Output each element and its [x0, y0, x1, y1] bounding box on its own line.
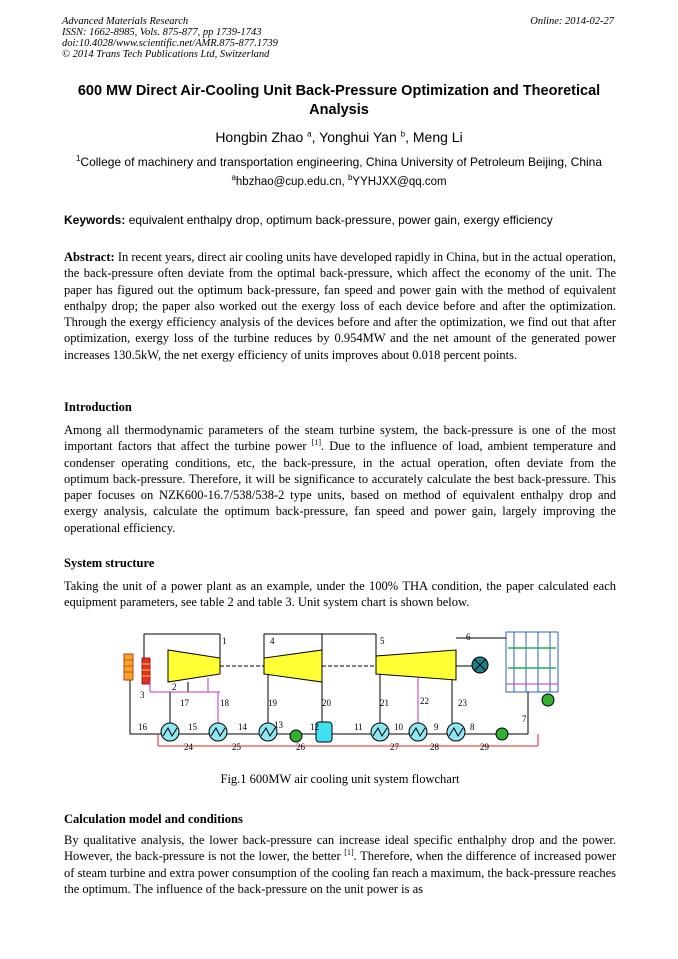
- figure-label-6: 6: [466, 632, 471, 642]
- calculation-body: [64, 832, 616, 897]
- figure-label-7: 7: [522, 714, 527, 724]
- keywords: [64, 213, 618, 227]
- figure-label-19: 19: [268, 698, 277, 708]
- author-2: , Yonghui Yan: [311, 129, 401, 145]
- feed-pump: [290, 730, 302, 742]
- air-cooled-condenser: [506, 632, 558, 692]
- keywords-label: Keywords:: [64, 213, 126, 227]
- calculation-ref-1[interactable]: [1]: [344, 848, 354, 858]
- affiliation: [62, 155, 616, 169]
- condensate-pump: [542, 694, 554, 706]
- figure-label-23: 23: [458, 698, 467, 708]
- online-date: Online: 2014-02-27: [530, 16, 614, 27]
- introduction-body: [64, 422, 616, 536]
- figure-label-4: 4: [270, 636, 275, 646]
- affiliation-text: College of machinery and transportation engineering, China University of Petroleum Beijing, China: [80, 155, 603, 169]
- ip-turbine: [264, 650, 322, 682]
- figure-label-25: 25: [232, 742, 241, 752]
- figure-label-29: 29: [480, 742, 489, 752]
- figure-label-18: 18: [220, 698, 229, 708]
- figure-label-5: 5: [380, 636, 385, 646]
- figure-label-15: 15: [188, 722, 197, 732]
- author-3: , Meng Li: [405, 129, 463, 145]
- figure-label-22: 22: [420, 696, 429, 706]
- abstract: [64, 249, 616, 363]
- author-1-sup: a: [307, 129, 312, 139]
- figure-label-21: 21: [380, 698, 389, 708]
- figure-label-16: 16: [138, 722, 147, 732]
- heater-10: [371, 723, 389, 741]
- author-2-sup: b: [400, 129, 406, 139]
- journal-copyright: © 2014 Trans Tech Publications Ltd, Switzerland: [62, 49, 270, 60]
- figure-label-9: 9: [434, 722, 439, 732]
- email-a-sup: a: [231, 173, 236, 183]
- figure-label-1: 1: [222, 636, 227, 646]
- figure-label-11: 11: [354, 722, 363, 732]
- email-b-sup: b: [347, 173, 353, 183]
- system-body: Taking the unit of a power plant as an example, under the 100% THA condition, the paper calculated each equipment parameters, see table 2 and table 3. Unit system chart is shown below.: [64, 579, 616, 610]
- journal-name: Advanced Materials Research: [62, 16, 189, 27]
- introduction-text-2: . Due to the influence of load, ambient temperature and condenser operating conditions, etc, the back-pressure, in the actual operation, often deviate from the optimum back-pressure. Therefore, it will be significance to accurately calculate the best back-pressure. This paper focuses on NZK600-16.7/538/538-2 type units, based on method of equivalent enthalpy drop and exergy analysis, calculate the optimum back-pressure, fan speed and power gain, largely improving the operational efficiency.: [64, 439, 616, 535]
- introduction-ref-1[interactable]: [1]: [311, 438, 321, 448]
- heater-9: [409, 723, 427, 741]
- figure-label-26: 26: [296, 742, 305, 752]
- email-a[interactable]: hbzhao@cup.edu.cn,: [235, 176, 348, 188]
- author-list: [62, 129, 616, 145]
- heater-16: [161, 723, 179, 741]
- figure-caption: Fig.1 600MW air cooling unit system flowchart: [220, 772, 460, 786]
- heater-8: [447, 723, 465, 741]
- journal-doi[interactable]: doi:10.4028/www.scientific.net/AMR.875-877.1739: [62, 38, 278, 49]
- drain-pump: [496, 728, 508, 740]
- lp-turbine: [376, 650, 456, 680]
- heater-14: [209, 723, 227, 741]
- calculation-text-1: By qualitative analysis, the lower back-pressure can increase ideal specific enthalphy drop and the power. However, the back-pressure is not the lower, the better: [64, 833, 616, 864]
- figure-label-27: 27: [390, 742, 399, 752]
- affiliation-sup: 1: [75, 154, 81, 163]
- figure-label-13: 13: [274, 720, 283, 730]
- calculation-text-2: . Therefore, when the difference of increased power of steam turbine and extra power consumption of the cooling fan reach a maximum, the back-pressure reaches the optimum. The influence of the back-pressure on the unit power is as: [64, 849, 616, 896]
- journal-header: [62, 16, 278, 60]
- author-1: Hongbin Zhao: [215, 129, 308, 145]
- figure-label-2: 2: [172, 682, 177, 692]
- figure-label-14: 14: [238, 722, 247, 732]
- keywords-text: equivalent enthalpy drop, optimum back-pressure, power gain, exergy efficiency: [125, 213, 553, 227]
- figure-label-10: 10: [394, 722, 403, 732]
- figure-label-3: 3: [140, 690, 145, 700]
- paper-title: 600 MW Direct Air-Cooling Unit Back-Pressure Optimization and Theoretical Analysis: [77, 83, 601, 118]
- figure-label-12: 12: [310, 722, 319, 732]
- email-b[interactable]: YYHJXX@qq.com: [352, 176, 447, 188]
- figure-label-28: 28: [430, 742, 439, 752]
- system-heading: System structure: [64, 556, 155, 570]
- calculation-heading: Calculation model and conditions: [64, 812, 243, 826]
- figure-label-17: 17: [180, 698, 189, 708]
- journal-issn: ISSN: 1662-8985, Vols. 875-877, pp 1739-1743: [62, 27, 262, 38]
- introduction-heading: Introduction: [64, 400, 132, 414]
- figure-label-24: 24: [184, 742, 193, 752]
- figure-label-8: 8: [470, 722, 475, 732]
- hp-turbine: [168, 650, 220, 682]
- boiler: [124, 654, 150, 684]
- author-emails: [62, 173, 616, 188]
- abstract-label: Abstract:: [64, 250, 115, 264]
- system-flowchart: [118, 628, 568, 758]
- figure-label-20: 20: [322, 698, 331, 708]
- abstract-text: In recent years, direct air cooling units have developed rapidly in China, but in the actual operation, the back-pressure often deviate from the optimal back-pressure, which affect the economy of the unit. The paper has figured out the optimum back-pressure, fan speed and power gain with the method of equivalent enthalpy drop; the paper also worked out the exergy loss of each device before and after the optimization. Through the exergy efficiency analysis of the devices before and after the optimization, we find out that after optimization, exergy loss of the turbine reduces by 0.954MW and the net amount of the generated power increases 130.5kW, the net exergy efficiency of units improves about 0.018 percent points.: [64, 250, 616, 362]
- introduction-text-1: Among all thermodynamic parameters of the steam turbine system, the back-pressure is one of the most important factors that affect the turbine power: [64, 423, 616, 454]
